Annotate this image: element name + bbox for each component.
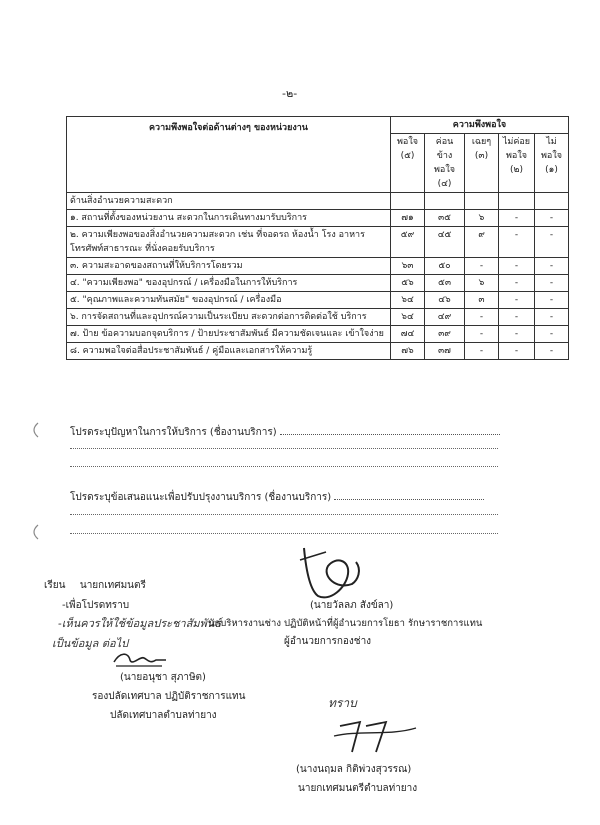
page-number: -๒- — [282, 87, 298, 100]
margin-mark-icon — [28, 420, 42, 440]
cell-value: ๔๖ — [425, 292, 465, 309]
memo-purpose: -เพื่อโปรดทราบ — [62, 600, 130, 611]
signer2-position-1: รองปลัดเทศบาล ปฏิบัติราชการแทน — [92, 691, 246, 702]
cell-value: - — [465, 309, 499, 326]
memo-salutation: เรียน — [44, 580, 66, 591]
header-group: ความพึงพอใจ — [391, 117, 569, 134]
cell-value: ๔๙ — [425, 309, 465, 326]
cell-value: ๙ — [465, 227, 499, 258]
memo-addressee: นายกเทศมนตรี — [79, 580, 146, 591]
cell-value: ๖๓ — [391, 258, 425, 275]
suggestions-label: โปรดระบุข้อเสนอแนะเพื่อปรับปรุงงานบริการ (ชื่องานบริการ) — [70, 492, 332, 503]
col-header — [465, 134, 499, 193]
memo-salutation-line — [44, 578, 146, 593]
suggestions-fill-line — [334, 489, 484, 500]
cell-value: - — [535, 227, 569, 258]
cell-value: ๓๗ — [425, 343, 465, 360]
cell-value: ๖ — [465, 275, 499, 292]
problems-label: โปรดระบุปัญหาในการให้บริการ (ชื่องานบริการ) — [70, 427, 277, 438]
problems-blank-line — [70, 466, 498, 467]
signer1-position-2: ผู้อำนวยการกองช่าง — [284, 636, 372, 647]
satisfaction-table — [66, 116, 569, 360]
row-text: ๗. ป้าย ข้อความบอกจุดบริการ / ป้ายประชาสัมพันธ์ มีความชัดเจนและ เข้าใจง่าย — [67, 326, 391, 343]
signer1-position-1: นักบริหารงานช่าง ปฏิบัติหน้าที่ผู้อำนวยการโยธา รักษาราชการแทน — [208, 618, 483, 629]
handwritten-note-1: -เห็นควรให้ใช้ข้อมูลประชาสัมพันธ์ — [58, 617, 222, 630]
cell-value: - — [535, 292, 569, 309]
cell-value: - — [499, 343, 535, 360]
cell-value: ๖ — [465, 210, 499, 227]
cell-value: - — [535, 258, 569, 275]
col-header — [391, 134, 425, 193]
cell-value: - — [499, 275, 535, 292]
cell-value: ๕๖ — [391, 275, 425, 292]
problems-fill-line — [280, 424, 500, 435]
table-row — [67, 309, 569, 326]
cell-value: - — [535, 326, 569, 343]
cell-value: - — [499, 258, 535, 275]
cell-value: ๖๔ — [391, 292, 425, 309]
signer2-position-2: ปลัดเทศบาลตำบลท่ายาง — [110, 710, 217, 721]
row-text: ๓. ความสะอาดของสถานที่ให้บริการโดยรวม — [67, 258, 391, 275]
row-text: ๘. ความพอใจต่อสื่อประชาสัมพันธ์ / คู่มือและเอกสารให้ความรู้ — [67, 343, 391, 360]
header-title: ความพึงพอใจต่อด้านต่างๆ ของหน่วยงาน — [67, 117, 391, 193]
table-row — [67, 275, 569, 292]
cell-value: - — [499, 326, 535, 343]
cell-value: ๗๔ — [391, 326, 425, 343]
col-header — [499, 134, 535, 193]
table-row — [67, 210, 569, 227]
signer2-name: (นายอนุชา สุภาษิต) — [120, 672, 206, 683]
row-text: ๖. การจัดสถานที่และอุปกรณ์ความเป็นระเบียบ สะดวกต่อการติดต่อใช้ บริการ — [67, 309, 391, 326]
row-text: ๒. ความเพียงพอของสิ่งอำนวยความสะดวก เช่น ที่จอดรถ ห้องน้ำ โรง อาหาร โทรศัพท์สาธารณะ ที่นั่งคอยรับบริการ — [67, 227, 391, 258]
cell-value: - — [499, 292, 535, 309]
signature-2-icon — [110, 648, 170, 670]
cell-value: ๗๖ — [391, 343, 425, 360]
handwritten-note-3: ทราบ — [328, 696, 357, 710]
col-label: ค่อนข้าง พอใจ — [433, 137, 455, 175]
col-header — [425, 134, 465, 193]
col-score: (๒) — [510, 165, 523, 175]
signature-1-icon — [296, 540, 366, 602]
suggestions-line — [70, 489, 484, 505]
col-score: (๔) — [437, 179, 452, 189]
col-header — [535, 134, 569, 193]
cell-value: ๕๙ — [391, 227, 425, 258]
signature-3-icon — [330, 712, 420, 760]
handwritten-note-2: เป็นข้อมูล ต่อไป — [52, 637, 129, 650]
col-score: (๑) — [545, 165, 558, 175]
cell-value: ๓๙ — [425, 326, 465, 343]
suggestions-blank-line — [70, 533, 498, 534]
row-text: ๔. "ความเพียงพอ" ของอุปกรณ์ / เครื่องมือในการให้บริการ — [67, 275, 391, 292]
table-row — [67, 258, 569, 275]
cell-value: ๕๐ — [425, 258, 465, 275]
cell-value: - — [535, 343, 569, 360]
cell-value: - — [499, 227, 535, 258]
table-row — [67, 292, 569, 309]
col-score: (๕) — [400, 151, 415, 161]
cell-value: - — [465, 326, 499, 343]
problems-blank-line — [70, 448, 498, 449]
section-title: ด้านสิ่งอำนวยความสะดวก — [67, 193, 391, 210]
problems-line — [70, 424, 500, 440]
section-row — [67, 193, 569, 210]
col-label: พอใจ — [396, 137, 418, 147]
table-row — [67, 326, 569, 343]
signer1-name: (นายวัลลภ สังข์ลา) — [310, 600, 394, 611]
table-row — [67, 227, 569, 258]
cell-value: ๔๕ — [425, 227, 465, 258]
col-score: (๓) — [474, 151, 489, 161]
signer3-name: (นางนฤมล กิติพ่วงสุวรรณ) — [296, 764, 412, 775]
signer3-position: นายกเทศมนตรีตำบลท่ายาง — [298, 783, 418, 794]
cell-value: - — [465, 258, 499, 275]
margin-mark-icon — [28, 522, 42, 542]
col-label: ไม่ค่อย พอใจ — [502, 137, 531, 161]
table-row — [67, 343, 569, 360]
cell-value: - — [535, 275, 569, 292]
cell-value: ๓๕ — [425, 210, 465, 227]
cell-value: ๖๔ — [391, 309, 425, 326]
cell-value: - — [465, 343, 499, 360]
row-text: ๕. "คุณภาพและความทันสมัย" ของอุปกรณ์ / เครื่องมือ — [67, 292, 391, 309]
cell-value: - — [535, 309, 569, 326]
cell-value: ๕๓ — [425, 275, 465, 292]
table-header-row — [67, 117, 569, 134]
suggestions-blank-line — [70, 514, 498, 515]
cell-value: ๓ — [465, 292, 499, 309]
cell-value: - — [499, 309, 535, 326]
cell-value: - — [535, 210, 569, 227]
cell-value: - — [499, 210, 535, 227]
col-label: เฉยๆ — [471, 137, 492, 147]
row-text: ๑. สถานที่ตั้งของหน่วยงาน สะดวกในการเดินทางมารับบริการ — [67, 210, 391, 227]
col-label: ไม่ พอใจ — [541, 137, 563, 161]
cell-value: ๗๑ — [391, 210, 425, 227]
